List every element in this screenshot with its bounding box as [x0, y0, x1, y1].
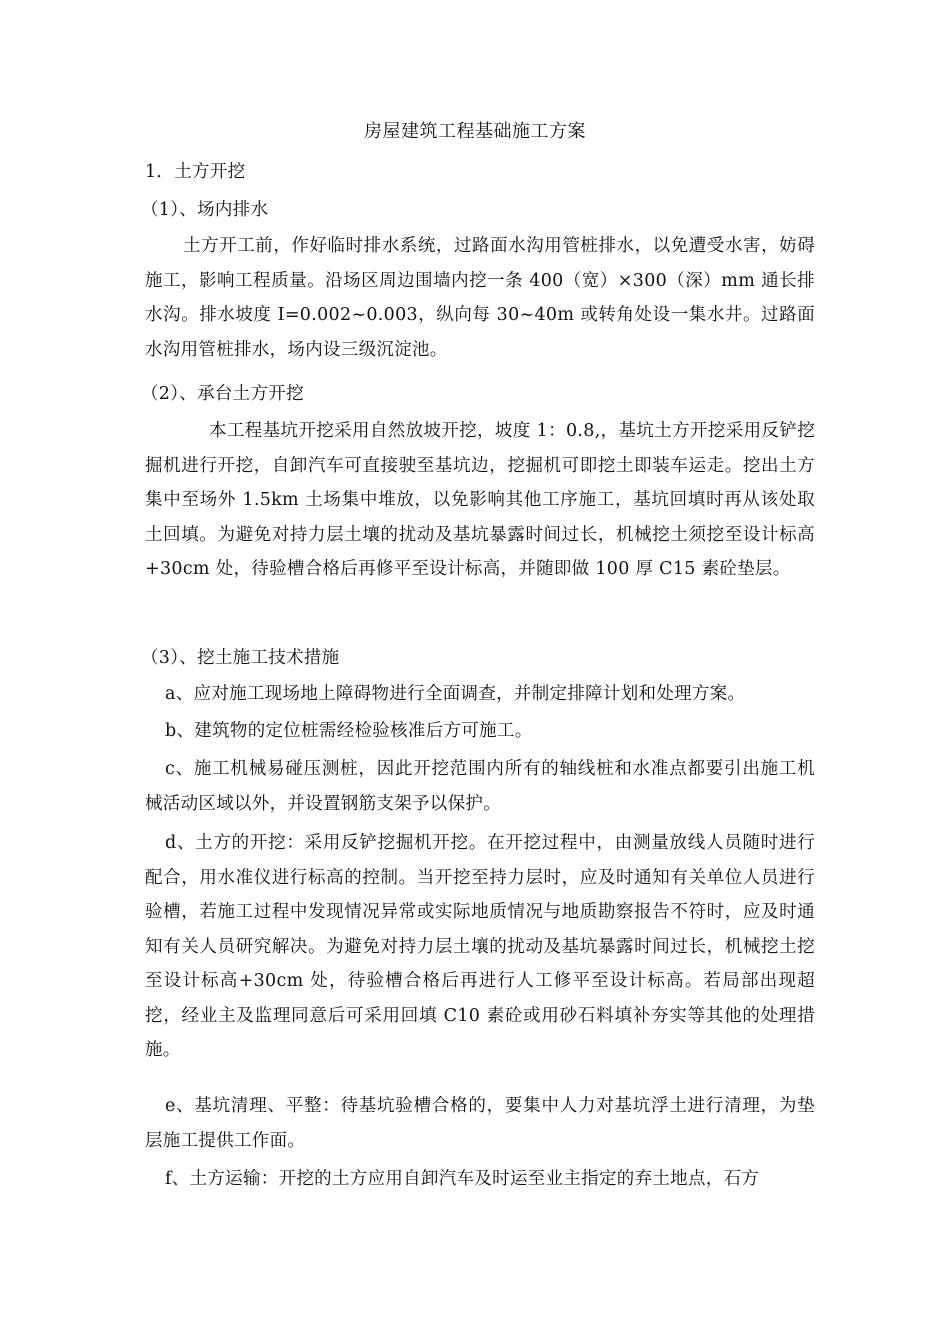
subsection-heading-drainage: （1）、场内排水 [141, 200, 269, 220]
list-item-d: d、土方的开挖：采用反铲挖掘机开挖。在开挖过程中，由测量放线人员随时进行配合，用水准仪进行标高的控制。当开挖至持力层时，应及时通知有关单位人员进行验槽，若施工过程中发现情况异常或实际地质情况与地质勘察报告不符时，应及时通知有关人员研究解决。为避免对持力层土壤的扰动及基坑暴露时间过长，机械挖土挖至设计标高+30cm 处，待验槽合格后再进行人工修平至设计标高。若局部出现超挖，经业主及监理同意后可采用回填 C10 素砼或用砂石料填补夯实等其他的处理措施。 [145, 833, 815, 1060]
document-title: 房屋建筑工程基础施工方案 [364, 121, 586, 142]
subsection-heading-technical-measures: （3）、挖土施工技术措施 [141, 648, 340, 668]
paragraph-drainage: 土方开工前，作好临时排水系统，过路面水沟用管桩排水，以免遭受水害，妨碍施工，影响工程质量。沿场区周边围墙内挖一条 400（宽）×300（深）mm 通长排水沟。排水坡度 I=0.002~0.003，纵向每 30~40m 或转角处设一集水井。过路面水沟用管桩排水，场内设三级沉淀池。 [145, 236, 815, 360]
paragraph-pile-cap-excavation: 本工程基坑开挖采用自然放坡开挖，坡度 1：0.8,，基坑土方开挖采用反铲挖掘机进行开挖，自卸汽车可直接驶至基坑边，挖掘机可即挖土即装车运走。挖出土方集中至场外 1.5km 土场集中堆放，以免影响其他工序施工，基坑回填时再从该处取土回填。为避免对持力层土壤的扰动及基坑暴露时间过长，机械挖土须挖至设计标高+30cm 处，待验槽合格后再修平至设计标高，并随即做 100 厚 C15 素砼垫层。 [145, 421, 815, 579]
list-item-e: e、基坑清理、平整：待基坑验槽合格的，要集中人力对基坑浮土进行清理，为垫层施工提供工作面。 [145, 1096, 815, 1151]
list-item-a: a、应对施工现场地上障碍物进行全面调查，并制定排障计划和处理方案。 [165, 684, 746, 704]
list-item-f: f、土方运输：开挖的土方应用自卸汽车及时运至业主指定的弃土地点，石方 [165, 1169, 760, 1189]
list-item-c: c、施工机械易碰压测桩，因此开挖范围内所有的轴线桩和水准点都要引出施工机械活动区域以外，并设置钢筋支架予以保护。 [145, 759, 815, 814]
subsection-heading-pile-cap-excavation: （2）、承台土方开挖 [141, 384, 304, 404]
list-item-b: b、建筑物的定位桩需经检验核准后方可施工。 [165, 721, 533, 741]
section-heading-earthwork: 1．土方开挖 [145, 162, 246, 182]
